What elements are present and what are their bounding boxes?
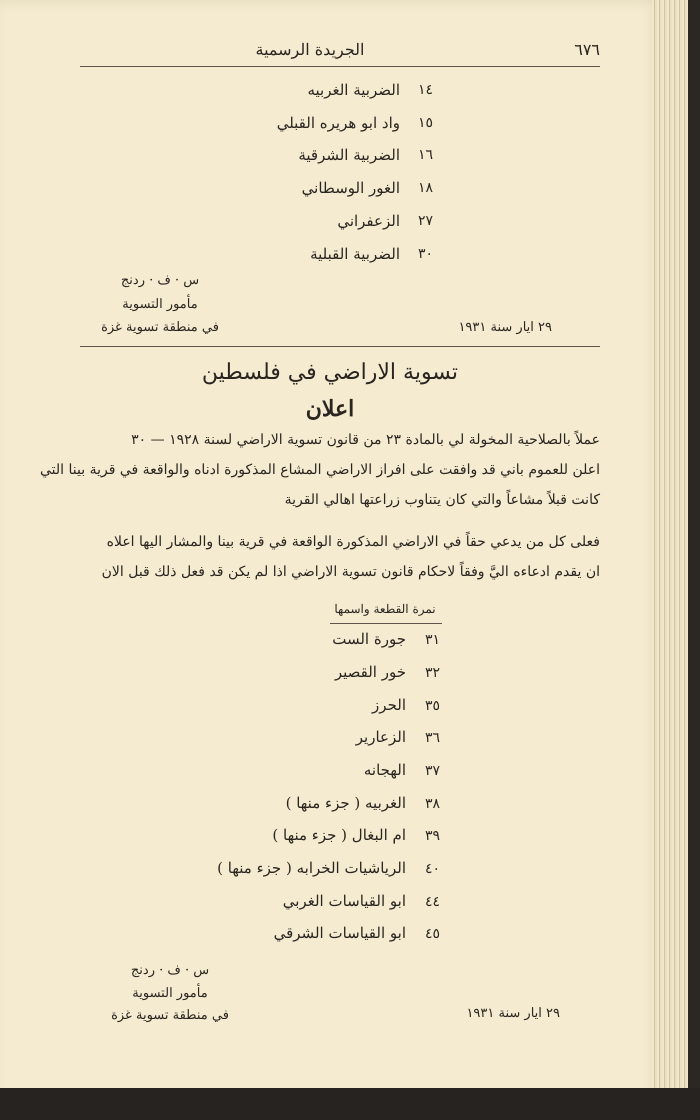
plot-name: الهجانه (363, 761, 406, 779)
paragraph-line: ان يقدم ادعاءه اليَّ وفقاً لاحكام قانون تسوية الاراضي اذا لم يكن قد فعل ذلك قبل الان (101, 564, 600, 580)
plot-number: ٤٥ (424, 926, 440, 942)
plot-number: ٣٧ (424, 763, 440, 779)
plot-number: ١٨ (417, 180, 433, 196)
plot-name: جورة الست (332, 630, 406, 648)
notice-date: ٢٩ ايار سنة ١٩٣١ (458, 320, 552, 335)
notice-date: ٢٩ ايار سنة ١٩٣١ (466, 1006, 560, 1021)
notice-title: تسوية الاراضي في فلسطين (201, 360, 459, 385)
plot-name: الزعارير (355, 728, 406, 746)
signature-area: في منطقة تسوية غزة (111, 1008, 229, 1023)
plot-number: ١٦ (417, 147, 433, 163)
plot-name: الزعفراني (337, 212, 400, 230)
signature-name: س · ف · ردنج (120, 273, 200, 288)
signature-area: في منطقة تسوية غزة (101, 320, 219, 335)
paragraph-line: فعلى كل من يدعي حقاً في الاراضي المذكورة الواقعة في قرية بينا والمشار اليها اعلاه (106, 534, 600, 550)
column-header-rule (330, 623, 442, 624)
plot-number: ٣٠ (417, 246, 433, 262)
plot-number: ٣٢ (424, 665, 440, 681)
signature-role: مأمور التسوية (132, 986, 208, 1001)
paragraph-line: عملاً بالصلاحية المخولة لي بالمادة ٢٣ من قانون تسوية الاراضي لسنة ١٩٢٨ — ٣٠ (131, 432, 600, 448)
signature-role: مأمور التسوية (122, 297, 198, 312)
plot-name: خور القصير (334, 663, 406, 681)
section-divider (80, 346, 600, 347)
plot-number: ٣١ (424, 632, 440, 648)
plot-name: ام البغال ( جزء منها ) (272, 826, 406, 844)
plot-name: ابو القياسات الغربي (282, 892, 406, 910)
gazette-title: الجريدة الرسمية (255, 40, 365, 59)
signature-name: س · ف · ردنج (130, 963, 210, 978)
column-header: نمرة القطعة واسمها (334, 602, 436, 616)
plot-number: ٣٩ (424, 828, 440, 844)
plot-number: ١٥ (417, 115, 433, 131)
plot-number: ٤٤ (424, 894, 440, 910)
plot-name: الغور الوسطاني (301, 179, 400, 197)
plot-name: الحرز (372, 696, 406, 714)
plot-number: ٢٧ (417, 213, 433, 229)
plot-number: ٣٥ (424, 698, 440, 714)
plot-name: الضربية الشرقية (298, 146, 400, 164)
plot-name: الرياشيات الخرابه ( جزء منها ) (217, 859, 406, 877)
plot-name: الضربية الغربيه (307, 81, 400, 99)
notice-subtitle: اعلان (305, 396, 355, 422)
plot-number: ٣٦ (424, 730, 440, 746)
scan-bottom-border (0, 1088, 700, 1120)
paragraph-line: اعلن للعموم باني قد وافقت على افراز الاراضي المشاع المذكورة ادناه والواقعة في قرية بينا التي (40, 462, 600, 478)
plot-number: ٤٠ (424, 861, 440, 877)
header-rule (80, 66, 600, 67)
plot-name: الضربية القبلية (310, 245, 400, 263)
page-edge-shadow (688, 0, 700, 1120)
plot-name: ابو القياسات الشرقي (273, 924, 406, 942)
plot-number: ٣٨ (424, 796, 440, 812)
plot-number: ١٤ (417, 82, 433, 98)
plot-name: واد ابو هريره القبلي (276, 114, 400, 132)
paragraph-line: كانت قبلاً مشاعاً والتي كان يتناوب زراعتها اهالي القرية (284, 492, 600, 508)
page-number: ٦٧٦ (574, 40, 600, 59)
plot-name: الغربيه ( جزء منها ) (285, 794, 406, 812)
